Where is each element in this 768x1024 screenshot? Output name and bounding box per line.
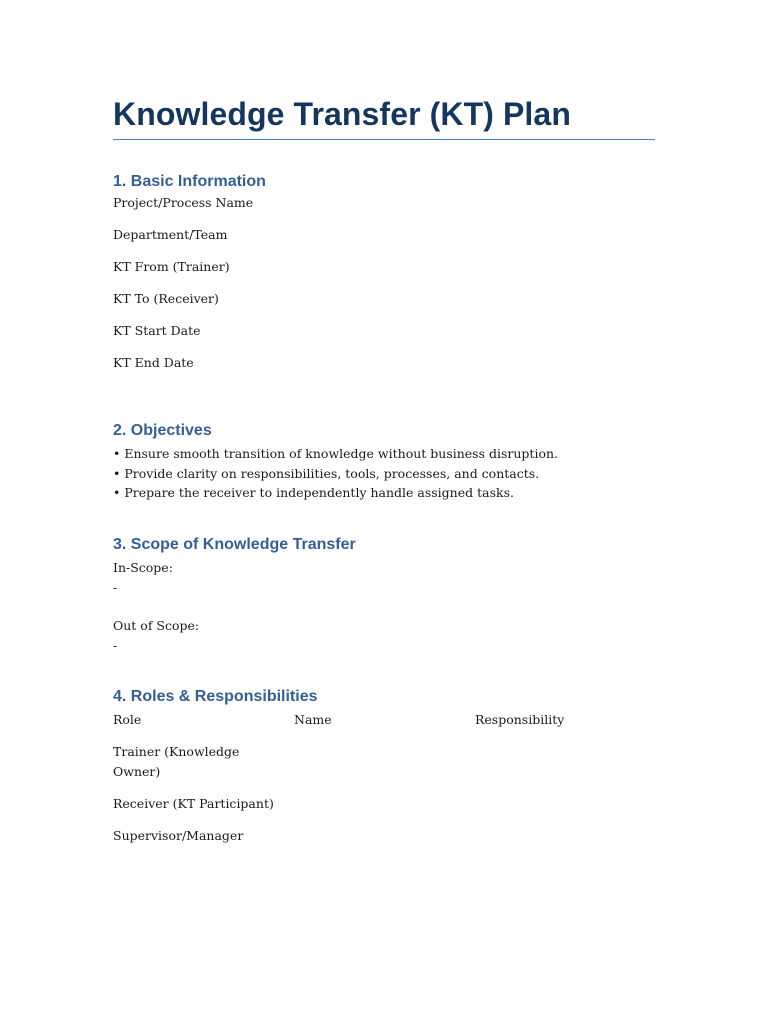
roles-heading: 4. Roles & Responsibilities [113, 688, 318, 705]
in-scope-value: - [113, 579, 118, 595]
objective-item: • Provide clarity on responsibilities, tools, processes, and contacts. [113, 465, 540, 481]
role-cell: Trainer (Knowledge Owner) [113, 744, 240, 779]
role-cell: Receiver (KT Participant) [113, 796, 274, 811]
objective-item: • Prepare the receiver to independently handle assigned tasks. [113, 485, 514, 500]
field-kt-to: KT To (Receiver) [113, 291, 219, 306]
table-row [113, 794, 673, 826]
title-underline [113, 139, 655, 140]
objective-item: • Ensure smooth transition of knowledge without business disruption. [113, 446, 559, 461]
document-title: Knowledge Transfer (KT) Plan [113, 96, 571, 132]
field-kt-end-date: KT End Date [113, 355, 194, 370]
field-kt-from: KT From (Trainer) [113, 259, 230, 274]
column-header-responsibility: Responsibility [475, 712, 565, 727]
objectives-section [113, 420, 673, 503]
responsibility-cell [475, 742, 656, 794]
field-department-team: Department/Team [113, 227, 228, 242]
roles-section [113, 686, 673, 858]
roles-table-header [113, 710, 673, 742]
scope-heading: 3. Scope of Knowledge Transfer [113, 536, 356, 553]
table-row [113, 826, 673, 858]
responsibility-cell [475, 826, 656, 858]
basic-information-heading: 1. Basic Information [113, 173, 266, 190]
field-kt-start-date: KT Start Date [113, 323, 201, 338]
field-project-process-name: Project/Process Name [113, 195, 254, 210]
name-cell [294, 794, 475, 826]
table-row [113, 742, 673, 794]
scope-section [113, 534, 673, 655]
out-of-scope-label: Out of Scope: [113, 618, 200, 633]
role-cell: Supervisor/Manager [113, 828, 244, 843]
name-cell [294, 742, 475, 794]
column-header-role: Role [113, 712, 142, 727]
spacer [113, 597, 673, 616]
column-header-name: Name [294, 712, 332, 727]
in-scope-label: In-Scope: [113, 560, 173, 575]
out-of-scope-value: - [113, 637, 118, 653]
responsibility-cell [475, 794, 656, 826]
name-cell [294, 826, 475, 858]
objectives-heading: 2. Objectives [113, 422, 212, 439]
basic-information-section [113, 171, 673, 387]
